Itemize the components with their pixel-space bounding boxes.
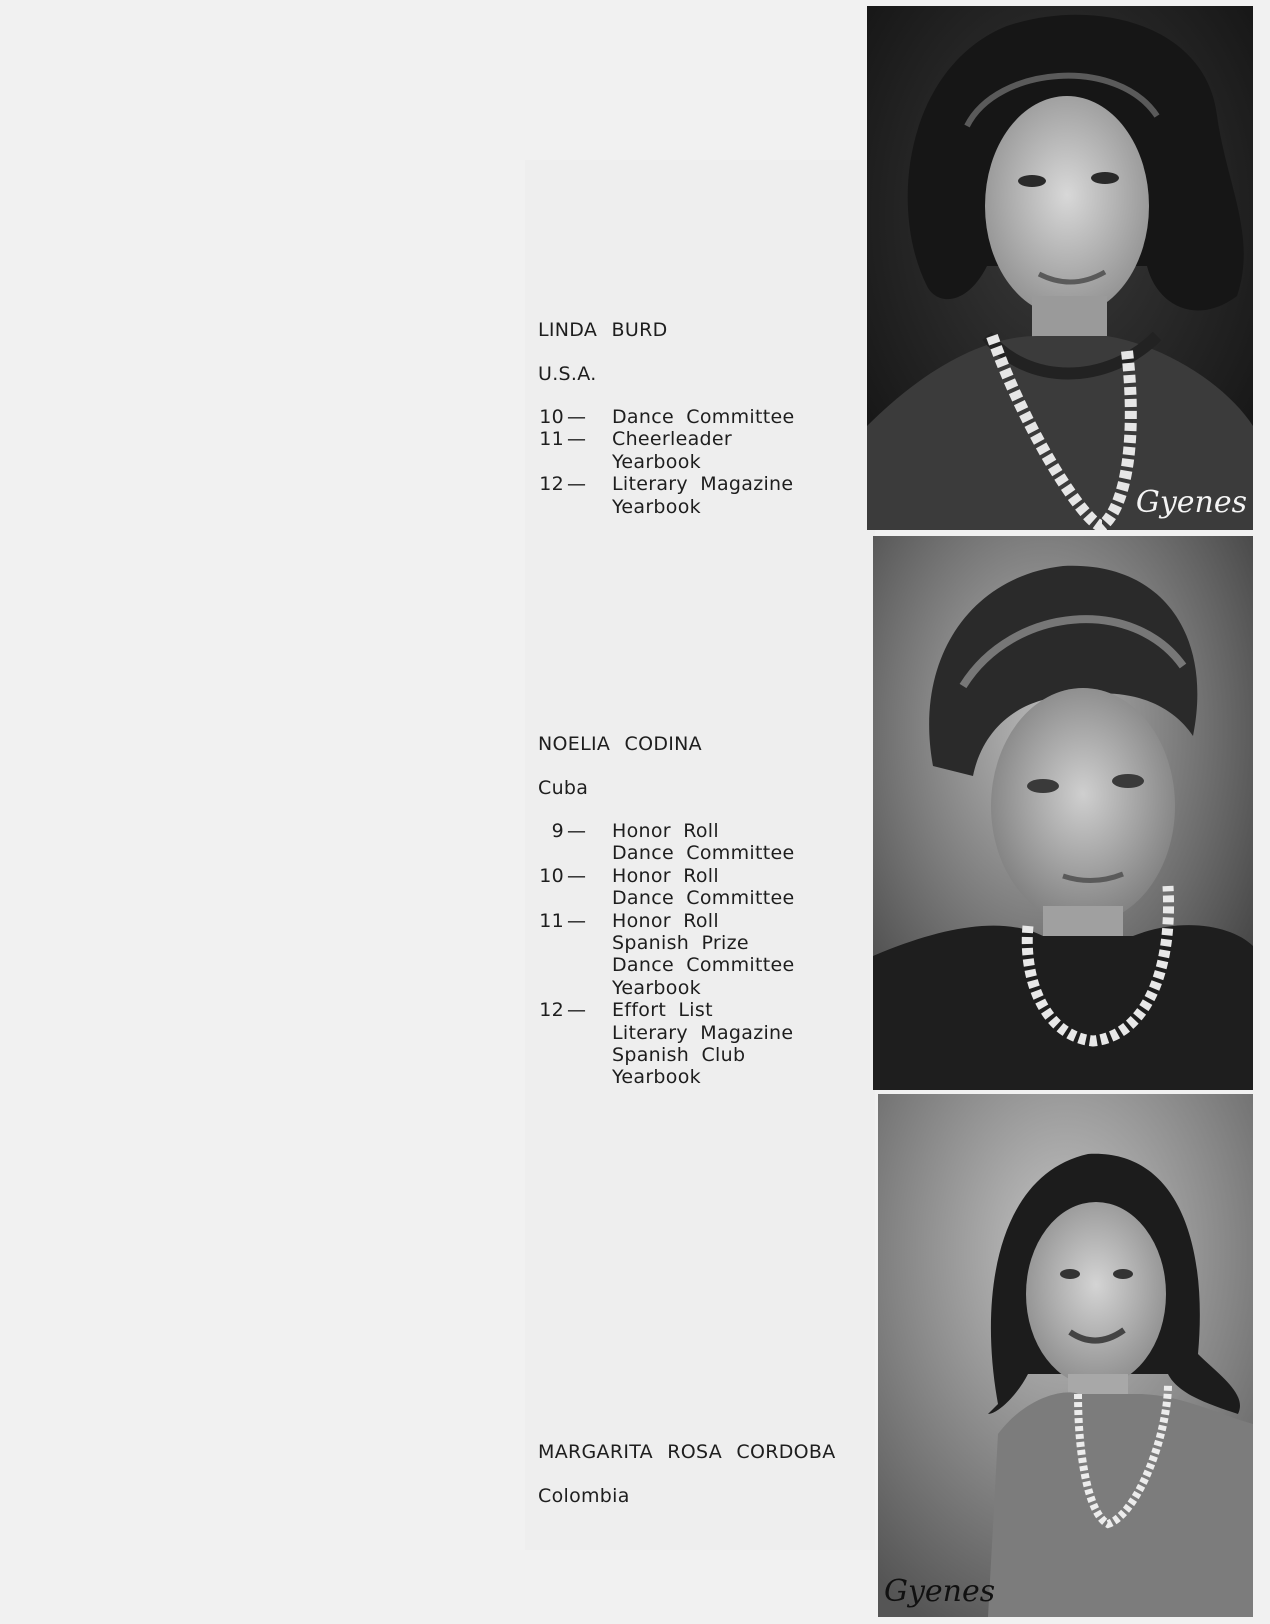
activity-item: Dance Committee [612, 954, 795, 977]
activity-item: Honor Roll [612, 909, 719, 932]
activity-year: 11 [539, 909, 564, 932]
student-entry-3 [538, 1440, 878, 1508]
activity-row [538, 932, 868, 954]
activity-row [538, 977, 868, 999]
activity-year: 10 [539, 406, 564, 428]
student-entry-1 [538, 318, 868, 518]
photographer-signature: Gyenes [884, 1574, 996, 1609]
activity-row [538, 842, 868, 864]
activities-list [538, 820, 868, 1089]
activity-item: Honor Roll [612, 820, 719, 842]
activity-row [538, 887, 868, 909]
activity-item: Dance Committee [612, 887, 795, 910]
activity-item: Yearbook [612, 1066, 701, 1089]
activity-row [538, 1066, 868, 1088]
activity-item: Dance Committee [612, 406, 795, 428]
activity-row [538, 1022, 868, 1044]
activity-row: 12 — Effort List [539, 999, 713, 1022]
activity-row: 11 — Honor Roll [539, 909, 719, 932]
activity-year: 11 [539, 428, 564, 451]
activity-item: Literary Magazine [612, 1021, 794, 1044]
activity-item: Literary Magazine [612, 473, 794, 496]
student-country: Cuba [538, 777, 589, 799]
activity-year: 9 [551, 820, 564, 842]
student-name: MARGARITA ROSA CORDOBA [538, 1441, 836, 1463]
activity-row [538, 496, 868, 518]
activity-item: Honor Roll [612, 864, 719, 887]
activity-year: 12 [539, 999, 564, 1022]
student-country: U.S.A. [538, 363, 597, 385]
activity-row [538, 451, 868, 473]
activity-row: 9 — Honor Roll [538, 820, 868, 842]
activity-item: Spanish Club [612, 1044, 746, 1067]
activities-list [538, 406, 868, 518]
activity-item: Spanish Prize [612, 932, 749, 955]
activity-item: Yearbook [612, 450, 701, 473]
portrait-photo-1 [867, 6, 1253, 530]
activity-row [538, 1044, 868, 1066]
activity-year: 12 [539, 473, 564, 496]
activity-row: 10 — Dance Committee [539, 406, 795, 428]
portrait-photo-2 [873, 536, 1253, 1090]
student-entry-2 [538, 732, 868, 1089]
student-name: LINDA BURD [538, 319, 668, 341]
activity-row: 12 — Literary Magazine [539, 473, 794, 496]
activity-item: Effort List [612, 999, 713, 1022]
activity-item: Cheerleader [612, 428, 732, 451]
activity-row: 10 — Honor Roll [539, 864, 719, 887]
activity-item: Yearbook [612, 495, 701, 518]
activity-year: 10 [539, 864, 564, 887]
activity-item: Yearbook [612, 976, 701, 999]
activity-item: Dance Committee [612, 842, 795, 865]
student-country: Colombia [538, 1485, 630, 1507]
student-name: NOELIA CODINA [538, 733, 702, 755]
portrait-photo-3 [878, 1094, 1253, 1617]
activity-row: 11 — Cheerleader [539, 428, 732, 451]
activity-row [538, 954, 868, 976]
photographer-signature: Gyenes [1135, 485, 1247, 520]
